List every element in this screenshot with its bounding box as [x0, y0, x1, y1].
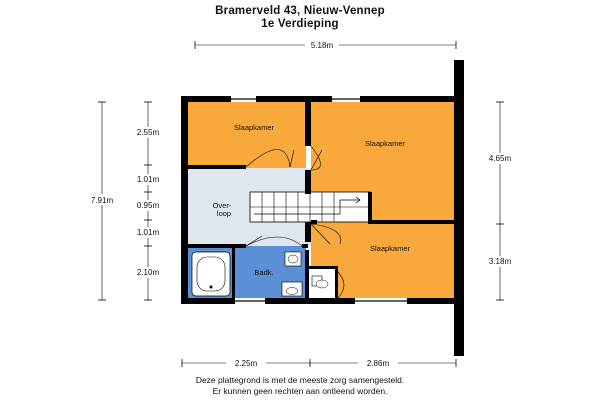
label-bathroom: Badk. [254, 268, 274, 277]
label-bedroom-top-left: Slaapkamer [233, 123, 275, 132]
disclaimer-line-1: Deze plattegrond is met de meeste zorg samengesteld. [195, 375, 405, 385]
disclaimer-line-2: Er kunnen geen rechten aan ontleend worden. [212, 386, 388, 396]
dim-label-left-total: 7.91m [90, 196, 114, 205]
dim-right-segments [480, 102, 520, 300]
dim-bottom-segments [182, 357, 456, 368]
dim-label-left-seg-5: 2.10m [136, 268, 160, 277]
bathtub [192, 252, 230, 296]
label-landing-line2: loop [216, 209, 232, 218]
dim-label-left-seg-2: 1.01m [136, 175, 160, 184]
dim-label-bottom-seg-1: 2.25m [234, 359, 258, 368]
plan-title-floor: 1e Verdieping [261, 18, 339, 30]
dim-label-right-seg-1: 4.65m [488, 154, 512, 163]
staircase [250, 192, 370, 222]
dim-label-bottom-seg-2: 2.86m [366, 359, 390, 368]
dim-label-right-seg-2: 3.18m [488, 257, 512, 266]
label-bedroom-top-right: Slaapkamer [364, 139, 406, 148]
sink [285, 252, 301, 266]
toilet-bathroom [282, 282, 302, 296]
dim-label-left-seg-1: 2.55m [136, 128, 160, 137]
label-landing-line1: Over- [212, 201, 232, 210]
dim-label-left-seg-4: 1.01m [136, 228, 160, 237]
dim-label-left-seg-3: 0.95m [136, 201, 160, 210]
dim-label-top-width: 5.18m [310, 41, 334, 50]
label-bedroom-bottom-right: Slaapkamer [369, 244, 411, 253]
dim-top-width [195, 39, 456, 50]
plan-title-address: Bramerveld 43, Nieuw-Vennep [215, 5, 385, 17]
dim-left-segments [128, 102, 168, 300]
dim-left-total [84, 102, 120, 300]
